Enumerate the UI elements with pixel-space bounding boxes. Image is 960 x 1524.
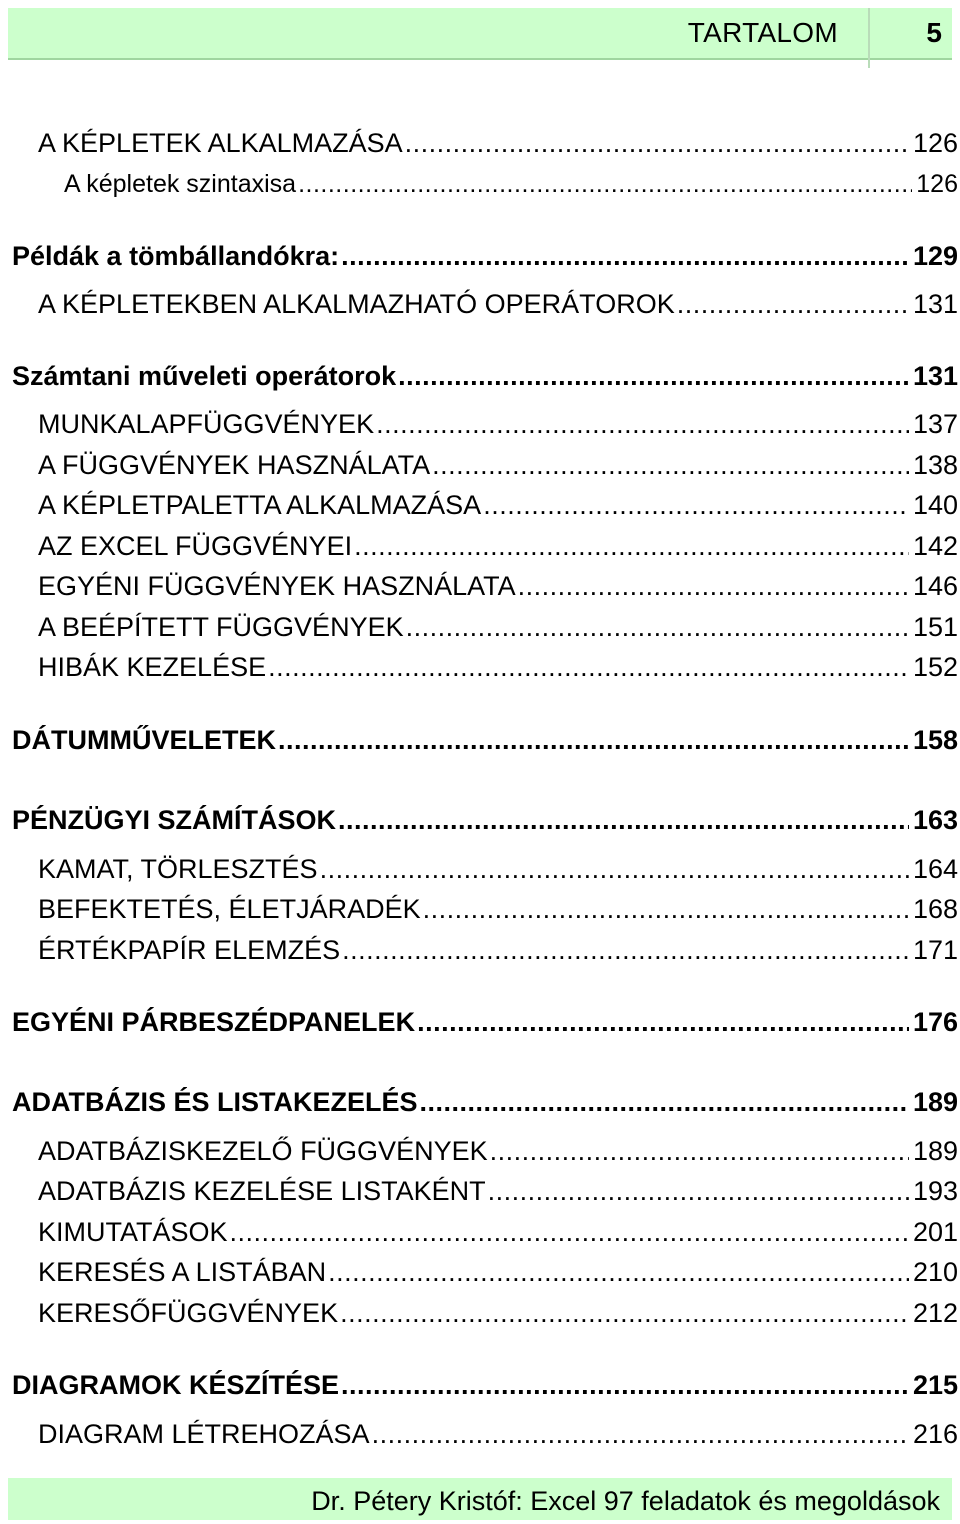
toc-leader-dots: [376, 406, 909, 442]
toc-entry[interactable]: [38, 1295, 960, 1331]
toc-entry[interactable]: [38, 1133, 960, 1169]
toc-entry-page: 131: [912, 289, 958, 319]
toc-entry[interactable]: [38, 286, 960, 322]
toc-entry-label: A BEÉPÍTETT FÜGGVÉNYEK: [38, 612, 404, 642]
toc-entry-label: A KÉPLETEK ALKALMAZÁSA: [38, 128, 403, 158]
toc-entry-page: 158: [912, 725, 958, 755]
toc-entry-label: ADATBÁZISKEZELŐ FÜGGVÉNYEK: [38, 1136, 488, 1166]
toc-entry-page: 189: [912, 1136, 958, 1166]
toc-entry[interactable]: [38, 447, 960, 483]
toc-leader-dots: [340, 1295, 909, 1331]
toc-entry[interactable]: [38, 125, 960, 161]
toc-entry-page: 201: [912, 1217, 958, 1247]
toc-entry-page: 176: [912, 1007, 958, 1037]
toc-leader-dots: [341, 238, 909, 274]
toc-entry-label: EGYÉNI FÜGGVÉNYEK HASZNÁLATA: [38, 571, 516, 601]
toc-leader-dots: [490, 1133, 909, 1169]
toc-entry-label: AZ EXCEL FÜGGVÉNYEI: [38, 531, 353, 561]
toc-leader-dots: [423, 891, 909, 927]
toc-entry[interactable]: [64, 166, 960, 202]
toc-entry[interactable]: [12, 722, 960, 758]
toc-entry[interactable]: [12, 1367, 960, 1403]
toc-entry[interactable]: [38, 528, 960, 564]
toc-entry[interactable]: [12, 358, 960, 394]
toc-entry-page: 126: [912, 128, 958, 158]
toc-entry-page: 210: [912, 1257, 958, 1287]
toc-entry-page: 216: [912, 1419, 958, 1449]
toc-entry-page: 142: [912, 531, 958, 561]
toc-leader-dots: [405, 125, 909, 161]
toc-entry[interactable]: [12, 1084, 960, 1120]
header-page-number: 5: [926, 17, 942, 48]
toc-leader-dots: [328, 1254, 909, 1290]
toc-entry-label: EGYÉNI PÁRBESZÉDPANELEK: [12, 1007, 416, 1037]
toc-entry-label: A FÜGGVÉNYEK HASZNÁLATA: [38, 450, 431, 480]
toc-entry[interactable]: [12, 802, 960, 838]
toc-leader-dots: [518, 568, 909, 604]
toc-entry[interactable]: [38, 1254, 960, 1290]
toc-entry-page: 212: [912, 1298, 958, 1328]
toc-entry-label: A KÉPLETPALETTA ALKALMAZÁSA: [38, 490, 482, 520]
toc-entry-label: KIMUTATÁSOK: [38, 1217, 228, 1247]
toc-leader-dots: [406, 609, 909, 645]
toc-entry-label: DIAGRAM LÉTREHOZÁSA: [38, 1419, 370, 1449]
toc-entry[interactable]: [38, 851, 960, 887]
toc-entry[interactable]: [12, 238, 960, 274]
toc-leader-dots: [342, 932, 909, 968]
toc-leader-dots: [268, 649, 909, 685]
toc-entry-page: 129: [912, 241, 958, 271]
toc-entry-page: 152: [912, 652, 958, 682]
toc-entry-label: BEFEKTETÉS, ÉLETJÁRADÉK: [38, 894, 421, 924]
toc-leader-dots: [420, 1084, 909, 1120]
toc-leader-dots: [230, 1214, 909, 1250]
toc-entry-label: HIBÁK KEZELÉSE: [38, 652, 267, 682]
toc-leader-dots: [677, 286, 909, 322]
toc-entry[interactable]: [38, 1214, 960, 1250]
toc-entry-label: ÉRTÉKPAPÍR ELEMZÉS: [38, 935, 341, 965]
toc-leader-dots: [372, 1416, 909, 1452]
toc-leader-dots: [320, 851, 909, 887]
toc-leader-dots: [483, 487, 909, 523]
toc-entry-page: 151: [912, 612, 958, 642]
toc-entry-page: 137: [912, 409, 958, 439]
toc-entry-page: 168: [912, 894, 958, 924]
toc-entry-page: 146: [912, 571, 958, 601]
toc-entry[interactable]: [12, 1004, 960, 1040]
toc-entry[interactable]: [38, 1416, 960, 1452]
toc-entry-label: PÉNZÜGYI SZÁMÍTÁSOK: [12, 805, 337, 835]
toc-entry-page: 215: [912, 1370, 958, 1400]
toc-entry-label: DÁTUMMŰVELETEK: [12, 725, 276, 755]
toc-leader-dots: [417, 1004, 909, 1040]
toc-entry-label: ADATBÁZIS ÉS LISTAKEZELÉS: [12, 1087, 418, 1117]
toc-leader-dots: [278, 722, 909, 758]
footer-credit: Dr. Pétery Kristóf: Excel 97 feladatok és megoldások: [311, 1486, 940, 1516]
toc-leader-dots: [298, 166, 912, 202]
toc-entry-page: 163: [912, 805, 958, 835]
toc-entry-page: 189: [912, 1087, 958, 1117]
toc-entry-page: 131: [912, 361, 958, 391]
header-title: TARTALOM: [687, 17, 838, 48]
toc-leader-dots: [338, 802, 909, 838]
toc-entry-label: KERESÉS A LISTÁBAN: [38, 1257, 327, 1287]
toc-leader-dots: [432, 447, 909, 483]
toc-leader-dots: [354, 528, 909, 564]
toc-entry-page: 138: [912, 450, 958, 480]
toc-leader-dots: [488, 1173, 909, 1209]
toc-entry-label: A KÉPLETEKBEN ALKALMAZHATÓ OPERÁTOROK: [38, 289, 675, 319]
toc-entry-page: 193: [912, 1176, 958, 1206]
page-footer: [8, 1478, 952, 1520]
toc-entry-page: 171: [912, 935, 958, 965]
toc-entry-label: DIAGRAMOK KÉSZÍTÉSE: [12, 1370, 340, 1400]
toc-leader-dots: [341, 1367, 909, 1403]
toc-entry-label: KAMAT, TÖRLESZTÉS: [38, 854, 318, 884]
toc-entry-label: KERESŐFÜGGVÉNYEK: [38, 1298, 339, 1328]
toc-entry-label: MUNKALAPFÜGGVÉNYEK: [38, 409, 375, 439]
toc-entry[interactable]: [38, 891, 960, 927]
toc-entry-label: Példák a tömbállandókra:: [12, 241, 340, 271]
toc-entry[interactable]: [38, 932, 960, 968]
toc-leader-dots: [398, 358, 909, 394]
toc-entry[interactable]: [38, 1173, 960, 1209]
toc-entry-label: A képletek szintaxisa: [64, 170, 297, 198]
toc-entry[interactable]: [38, 406, 960, 442]
toc-entry-label: ADATBÁZIS KEZELÉSE LISTAKÉNT: [38, 1176, 486, 1206]
toc-entry[interactable]: [38, 487, 960, 523]
toc-entry-label: Számtani műveleti operátorok: [12, 361, 397, 391]
toc-entry-page: 126: [916, 170, 958, 198]
toc-entry[interactable]: [38, 609, 960, 645]
toc-entry-page: 140: [912, 490, 958, 520]
toc-entry[interactable]: [38, 568, 960, 604]
toc-entry-page: 164: [912, 854, 958, 884]
toc-entry[interactable]: [38, 649, 960, 685]
